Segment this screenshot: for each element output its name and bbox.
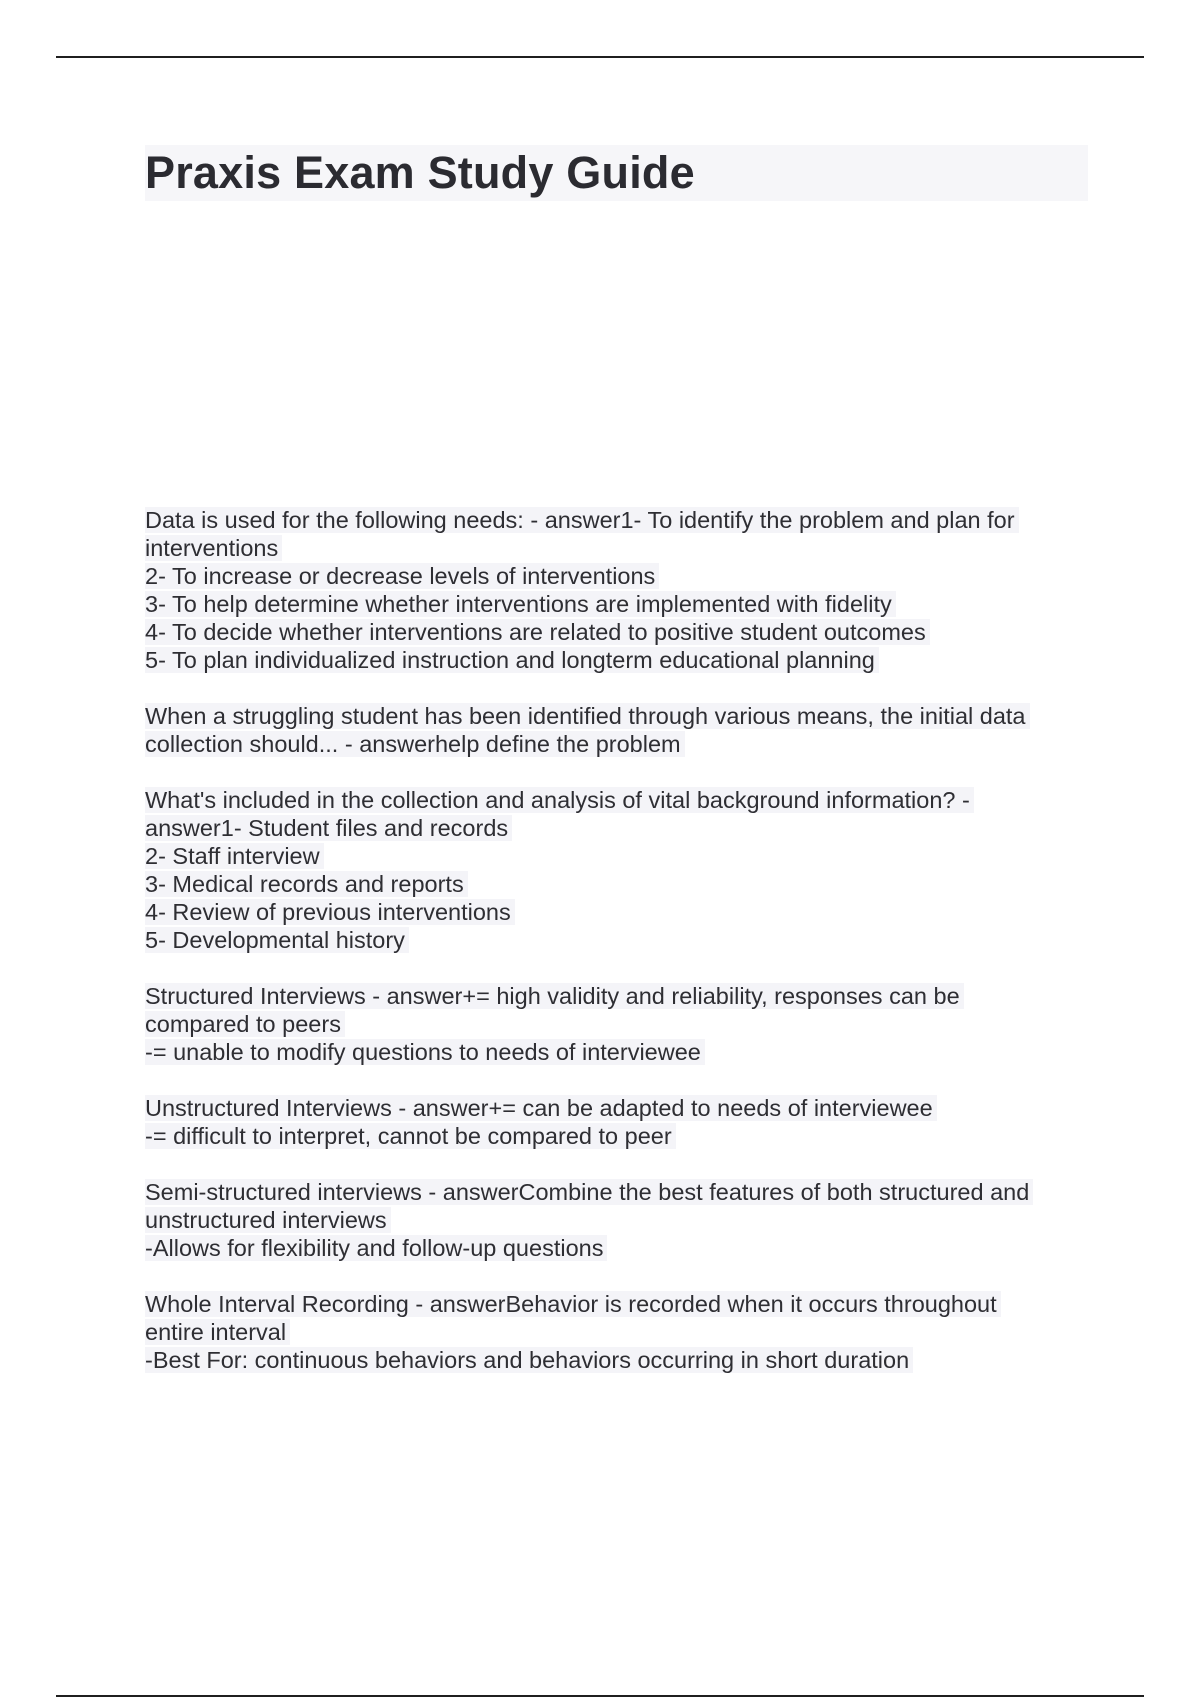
entry-line: Whole Interval Recording - answerBehavior is recorded when it occurs throughout	[145, 1291, 1001, 1317]
entry-line: compared to peers	[145, 1011, 345, 1037]
entry-line: -Allows for flexibility and follow-up questions	[145, 1235, 607, 1261]
top-rule	[56, 56, 1144, 58]
entry-line: 4- Review of previous interventions	[145, 899, 515, 925]
entry-line: -Best For: continuous behaviors and behaviors occurring in short duration	[145, 1347, 913, 1373]
entry-line: 3- Medical records and reports	[145, 871, 468, 897]
entry-line: interventions	[145, 535, 282, 561]
entry-line: Semi-structured interviews - answerCombine the best features of both structured and	[145, 1179, 1033, 1205]
qa-entry	[145, 702, 1075, 758]
qa-entry	[145, 1290, 1075, 1374]
entry-line: Data is used for the following needs: - answer1- To identify the problem and plan for	[145, 507, 1019, 533]
qa-entry	[145, 786, 1075, 954]
study-guide-content	[145, 506, 1075, 1402]
entry-line: -= difficult to interpret, cannot be compared to peer	[145, 1123, 676, 1149]
entry-line: 5- To plan individualized instruction and longterm educational planning	[145, 647, 879, 673]
entry-line: 5- Developmental history	[145, 927, 409, 953]
entry-line: answer1- Student files and records	[145, 815, 512, 841]
entry-line: Structured Interviews - answer+= high validity and reliability, responses can be	[145, 983, 964, 1009]
qa-entry	[145, 506, 1075, 674]
entry-line: 2- Staff interview	[145, 843, 324, 869]
entry-line: What's included in the collection and analysis of vital background information? -	[145, 787, 974, 813]
qa-entry	[145, 982, 1075, 1066]
entry-line: collection should... - answerhelp define the problem	[145, 731, 685, 757]
entry-line: When a struggling student has been identified through various means, the initial data	[145, 703, 1030, 729]
qa-entry	[145, 1178, 1075, 1262]
bottom-rule	[56, 1695, 1144, 1697]
entry-line: 2- To increase or decrease levels of interventions	[145, 563, 659, 589]
page-title: Praxis Exam Study Guide	[145, 147, 695, 198]
entry-line: Unstructured Interviews - answer+= can be adapted to needs of interviewee	[145, 1095, 937, 1121]
entry-line: unstructured interviews	[145, 1207, 391, 1233]
qa-entry	[145, 1094, 1075, 1150]
entry-line: entire interval	[145, 1319, 290, 1345]
entry-line: 4- To decide whether interventions are related to positive student outcomes	[145, 619, 930, 645]
entry-line: -= unable to modify questions to needs of interviewee	[145, 1039, 705, 1065]
entry-line: 3- To help determine whether interventions are implemented with fidelity	[145, 591, 896, 617]
